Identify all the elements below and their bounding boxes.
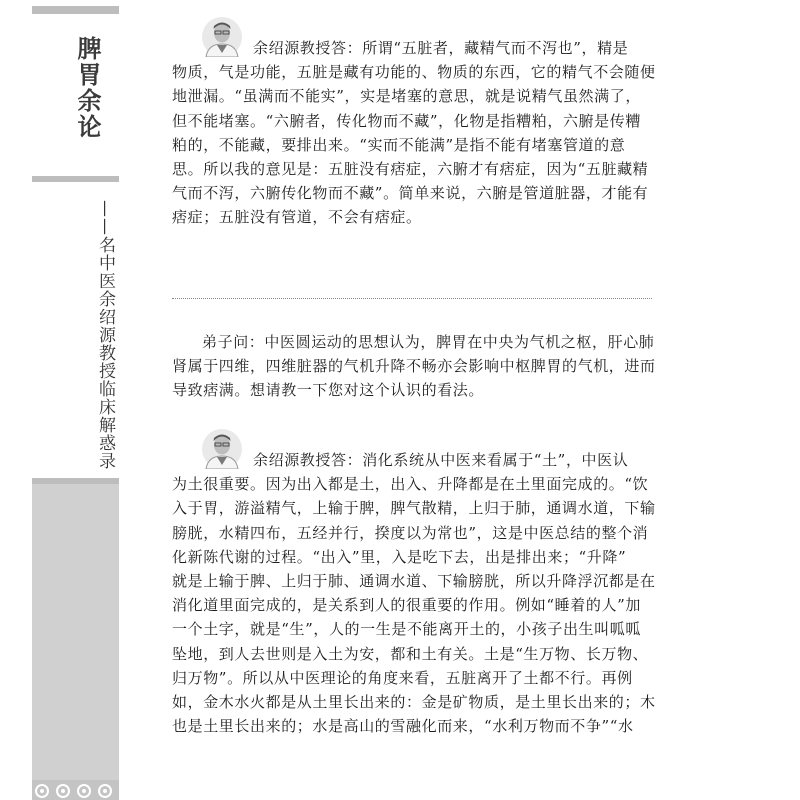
text-line: 余绍源教授答：消化系统从中医来看属于“土”，中医认 [253,451,629,469]
text-line: 消化道里面完成的，是关系到人的很重要的作用。例如“睡着的人”加 [172,596,641,615]
text-line: 导致痞满。想请教一下您对这个认识的看法。 [172,381,485,400]
sidebar-divider [32,176,119,182]
answer-paragraph-1 [172,36,656,230]
text-line: 痞症；五脏没有管道，不会有痞症。 [172,208,422,227]
text-line: 地泄漏。“虽满而不能实”，实是堵塞的意思，就是说精气虽然满了， [172,87,641,106]
ornament-pattern-icon [32,780,119,800]
text-line: 余绍源教授答：所谓“五脏者，藏精气而不泻也”，精是 [253,39,629,57]
text-line: 为土很重要。因为出入都是土，出入、升降都是在土里面完成的。“饮 [172,475,649,494]
answer-paragraph-2 [172,448,656,738]
text-line: 但不能堵塞。“六腑者，传化物而不藏”，化物是指糟粕，六腑是传糟 [172,111,641,130]
text-line: 一个土字，就是“生”，人的一生是不能离开土的，小孩子出生叫呱呱 [172,620,641,639]
text-line: 化新陈代谢的过程。“出入”里，入是吃下去，出是排出来；“升降” [172,547,627,566]
question-paragraph [172,330,656,403]
text-line: 物质，气是功能，五脏是藏有功能的、物质的东西，它的精气不会随便 [172,63,656,82]
text-line: 入于胃，游溢精气，上输于脾，脾气散精，上归于肺，通调水道，下输 [172,499,656,518]
sidebar-top-rule [32,6,119,14]
text-line: 就是上输于脾、上归于肺、通调水道、下输膀胱，所以升降浮沉都是在 [172,571,656,590]
sidebar-ornament [32,780,119,800]
text-line: 归万物”。所以从中医理论的角度来看，五脏离开了土都不行。再例 [172,668,633,687]
text-line: 气而不泻，六腑传化物而不藏”。简单来说，六腑是管道脏器，才能有 [172,184,649,203]
text-line: 膀胱，水精四布，五经并行，揆度以为常也”，这是中医总结的整个消 [172,523,649,542]
text-line: 弟子问：中医圆运动的思想认为，脾胃在中央为气机之枢，肝心肺 [202,333,655,351]
text-line: 思。所以我的意见是：五脏没有痞症，六腑才有痞症，因为“五脏藏精 [172,159,649,178]
book-title: 脾胃余论 [73,36,101,140]
text-line: 肾属于四维，四维脏器的气机升降不畅亦会影响中枢脾胃的气机，进而 [172,357,656,376]
sidebar-gray-block [32,484,119,780]
text-line: 坠地，到人去世则是入土为安，都和土有关。土是“生万物、长万物、 [172,644,649,663]
text-line: 也是土里长出来的；水是高山的雪融化而来，“水利万物而不争”“水 [172,717,634,736]
text-line: 如，金木水火都是从土里长出来的：金是矿物质，是土里长出来的；木 [172,692,656,711]
section-separator [172,298,652,299]
series-title: ——名中医余绍源教授临床解惑录 [95,200,115,470]
text-line: 粕的，不能藏，要排出来。“实而不能满”是指不能有堵塞管道的意 [172,135,626,154]
